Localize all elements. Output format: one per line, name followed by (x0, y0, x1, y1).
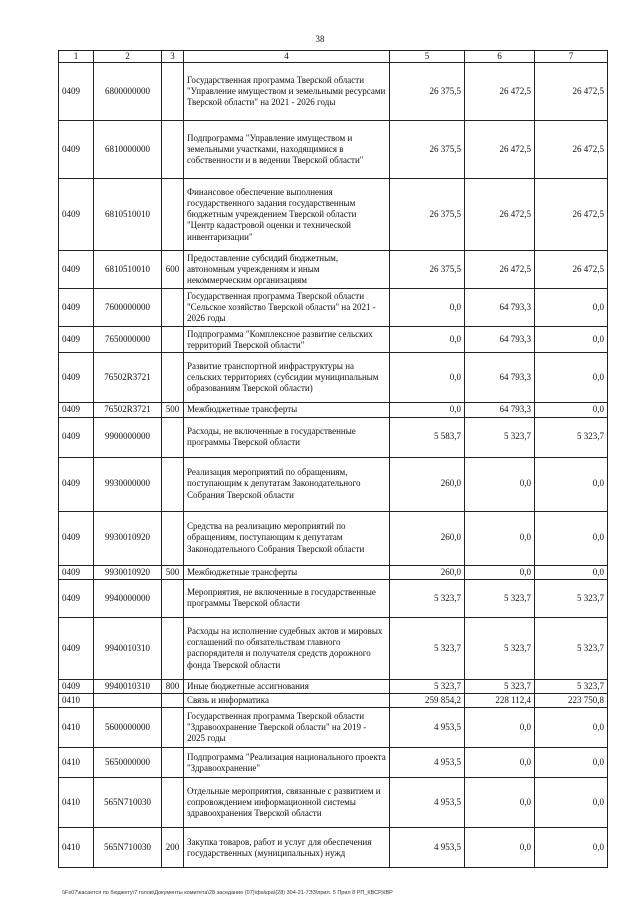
target-article-code: 6810510010 (94, 251, 162, 289)
budget-table (58, 50, 608, 868)
table-row (59, 579, 608, 617)
amount-year-2: 26 472,5 (465, 121, 535, 179)
target-article-code: 76502R3721 (94, 403, 162, 417)
target-article-code: 7650000000 (94, 327, 162, 353)
item-name: Расходы, не включенные в государственные программы Тверской области (184, 417, 390, 457)
amount-year-3: 5 323,7 (535, 617, 608, 679)
item-name: Реализация мероприятий по обращениям, поступающим к депутатам Законодательного Собрания Тверской области (184, 457, 390, 511)
amount-year-1: 260,0 (390, 457, 465, 511)
amount-year-1: 260,0 (390, 511, 465, 565)
section-code: 0409 (59, 417, 94, 457)
amount-year-2: 64 793,3 (465, 289, 535, 327)
amount-year-3: 0,0 (535, 327, 608, 353)
section-code: 0409 (59, 565, 94, 579)
amount-year-3: 5 323,7 (535, 579, 608, 617)
table-row (59, 63, 608, 121)
amount-year-2: 0,0 (465, 778, 535, 828)
amount-year-1: 4 953,5 (390, 828, 465, 868)
item-name: Расходы на исполнение судебных актов и мировых соглашений по обязательствам главного распорядителя и получателя средств дорожного фонда Тверской области (184, 617, 390, 679)
table-row (59, 121, 608, 179)
amount-year-1: 26 375,5 (390, 63, 465, 121)
amount-year-3: 223 750,8 (535, 694, 608, 708)
section-code: 0409 (59, 457, 94, 511)
table-row (59, 251, 608, 289)
table-row (59, 708, 608, 748)
column-header-5: 5 (390, 51, 465, 63)
target-article-code: 9940010310 (94, 679, 162, 693)
item-name: Мероприятия, не включенные в государственные программы Тверской области (184, 579, 390, 617)
column-header-2: 2 (94, 51, 162, 63)
amount-year-2: 26 472,5 (465, 251, 535, 289)
expense-type-code (162, 617, 184, 679)
amount-year-1: 5 323,7 (390, 679, 465, 693)
section-code: 0409 (59, 679, 94, 693)
amount-year-3: 0,0 (535, 457, 608, 511)
table-row (59, 353, 608, 403)
amount-year-2: 5 323,7 (465, 579, 535, 617)
table-row (59, 694, 608, 708)
amount-year-2: 64 793,3 (465, 327, 535, 353)
section-code: 0409 (59, 327, 94, 353)
expense-type-code: 500 (162, 565, 184, 579)
item-name: Государственная программа Тверской области "Здравоохранение Тверской области" на 2019 - 2025 годы (184, 708, 390, 748)
item-name: Иные бюджетные ассигнования (184, 679, 390, 693)
table-header-row (59, 51, 608, 63)
amount-year-1: 5 323,7 (390, 617, 465, 679)
table-row (59, 617, 608, 679)
item-name: Государственная программа Тверской области "Сельское хозяйство Тверской области" на 2021 - 2026 годы (184, 289, 390, 327)
section-code: 0409 (59, 617, 94, 679)
amount-year-3: 26 472,5 (535, 121, 608, 179)
amount-year-3: 5 323,7 (535, 679, 608, 693)
item-name: Связь и информатика (184, 694, 390, 708)
expense-type-code: 600 (162, 251, 184, 289)
amount-year-2: 228 112,4 (465, 694, 535, 708)
target-article-code: 7600000000 (94, 289, 162, 327)
amount-year-2: 0,0 (465, 748, 535, 778)
section-code: 0410 (59, 694, 94, 708)
amount-year-1: 4 953,5 (390, 778, 465, 828)
amount-year-2: 64 793,3 (465, 353, 535, 403)
amount-year-3: 0,0 (535, 565, 608, 579)
section-code: 0409 (59, 251, 94, 289)
column-header-3: 3 (162, 51, 184, 63)
file-path-footer: \\Fs07\касается по бюджету\7 голов\Документы комитета\28 заседание (07)\фа\кра\(28) 304-21-7ЭЗ\прил. 5 Прил 8 РП_КВСР,КВР (62, 890, 393, 896)
expense-type-code (162, 353, 184, 403)
table-body (59, 63, 608, 868)
item-name: Развитие транспортной инфраструктуры на сельских территориях (субсидии муниципальным образованиям Тверской области) (184, 353, 390, 403)
column-header-4: 4 (184, 51, 390, 63)
target-article-code: 9940010310 (94, 617, 162, 679)
amount-year-2: 5 323,7 (465, 617, 535, 679)
amount-year-3: 0,0 (535, 708, 608, 748)
page-number: 38 (315, 34, 325, 44)
section-code: 0409 (59, 353, 94, 403)
item-name: Средства на реализацию мероприятий по обращениям, поступающим к депутатам Законодательного Собрания Тверской области (184, 511, 390, 565)
expense-type-code (162, 457, 184, 511)
section-code: 0410 (59, 708, 94, 748)
item-name: Финансовое обеспечение выполнения государственного задания государственным бюджетным учреждением Тверской области "Центр кадастровой оценки и технической инвентаризации" (184, 179, 390, 251)
section-code: 0410 (59, 828, 94, 868)
item-name: Межбюджетные трансферты (184, 565, 390, 579)
section-code: 0409 (59, 289, 94, 327)
expense-type-code (162, 511, 184, 565)
item-name: Подпрограмма "Реализация национального проекта "Здравоохранение" (184, 748, 390, 778)
expense-type-code (162, 694, 184, 708)
amount-year-1: 4 953,5 (390, 708, 465, 748)
target-article-code: 5600000000 (94, 708, 162, 748)
expense-type-code (162, 778, 184, 828)
section-code: 0410 (59, 748, 94, 778)
section-code: 0409 (59, 63, 94, 121)
target-article-code: 565N710030 (94, 778, 162, 828)
amount-year-2: 0,0 (465, 708, 535, 748)
table-row (59, 565, 608, 579)
amount-year-3: 0,0 (535, 289, 608, 327)
amount-year-1: 5 583,7 (390, 417, 465, 457)
item-name: Предоставление субсидий бюджетным, автономным учреждениям и иным некоммерческим организациям (184, 251, 390, 289)
amount-year-3: 26 472,5 (535, 179, 608, 251)
target-article-code: 9930010920 (94, 565, 162, 579)
amount-year-3: 0,0 (535, 511, 608, 565)
amount-year-1: 0,0 (390, 327, 465, 353)
target-article-code: 6800000000 (94, 63, 162, 121)
section-code: 0409 (59, 579, 94, 617)
table-row (59, 748, 608, 778)
target-article-code: 5650000000 (94, 748, 162, 778)
table-row (59, 289, 608, 327)
table-row (59, 511, 608, 565)
amount-year-2: 5 323,7 (465, 679, 535, 693)
amount-year-1: 0,0 (390, 289, 465, 327)
expense-type-code: 500 (162, 403, 184, 417)
table-row (59, 403, 608, 417)
table-row (59, 457, 608, 511)
expense-type-code: 800 (162, 679, 184, 693)
item-name: Отдельные мероприятия, связанные с развитием и сопровождением информационной системы здравоохранения Тверской области (184, 778, 390, 828)
amount-year-3: 0,0 (535, 353, 608, 403)
expense-type-code (162, 327, 184, 353)
amount-year-3: 26 472,5 (535, 63, 608, 121)
amount-year-2: 64 793,3 (465, 403, 535, 417)
amount-year-3: 26 472,5 (535, 251, 608, 289)
amount-year-1: 5 323,7 (390, 579, 465, 617)
amount-year-2: 5 323,7 (465, 417, 535, 457)
expense-type-code (162, 121, 184, 179)
amount-year-3: 0,0 (535, 403, 608, 417)
amount-year-1: 259 854,2 (390, 694, 465, 708)
item-name: Государственная программа Тверской области "Управление имуществом и земельными ресурсами Тверской области" на 2021 - 2026 годы (184, 63, 390, 121)
expense-type-code (162, 63, 184, 121)
amount-year-2: 0,0 (465, 565, 535, 579)
expense-type-code (162, 417, 184, 457)
amount-year-1: 0,0 (390, 353, 465, 403)
target-article-code: 76502R3721 (94, 353, 162, 403)
target-article-code (94, 694, 162, 708)
amount-year-1: 26 375,5 (390, 121, 465, 179)
item-name: Закупка товаров, работ и услуг для обеспечения государственных (муниципальных) нужд (184, 828, 390, 868)
column-header-7: 7 (535, 51, 608, 63)
amount-year-1: 0,0 (390, 403, 465, 417)
target-article-code: 9940000000 (94, 579, 162, 617)
amount-year-2: 0,0 (465, 457, 535, 511)
item-name: Межбюджетные трансферты (184, 403, 390, 417)
target-article-code: 565N710030 (94, 828, 162, 868)
target-article-code: 6810510010 (94, 179, 162, 251)
amount-year-2: 0,0 (465, 828, 535, 868)
expense-type-code (162, 708, 184, 748)
item-name: Подпрограмма "Управление имуществом и земельными участками, находящимися в собственности и в ведении Тверской области" (184, 121, 390, 179)
section-code: 0409 (59, 121, 94, 179)
expense-type-code (162, 289, 184, 327)
amount-year-3: 5 323,7 (535, 417, 608, 457)
table-row (59, 179, 608, 251)
target-article-code: 9900000000 (94, 417, 162, 457)
item-name: Подпрограмма "Комплексное развитие сельских территорий Тверской области" (184, 327, 390, 353)
table-row (59, 679, 608, 693)
amount-year-1: 26 375,5 (390, 179, 465, 251)
amount-year-1: 26 375,5 (390, 251, 465, 289)
table-row (59, 828, 608, 868)
amount-year-3: 0,0 (535, 828, 608, 868)
expense-type-code (162, 179, 184, 251)
column-header-1: 1 (59, 51, 94, 63)
section-code: 0409 (59, 179, 94, 251)
amount-year-2: 26 472,5 (465, 179, 535, 251)
amount-year-2: 0,0 (465, 511, 535, 565)
section-code: 0409 (59, 403, 94, 417)
section-code: 0410 (59, 778, 94, 828)
target-article-code: 6810000000 (94, 121, 162, 179)
amount-year-1: 260,0 (390, 565, 465, 579)
amount-year-1: 4 953,5 (390, 748, 465, 778)
table-row (59, 417, 608, 457)
expense-type-code: 200 (162, 828, 184, 868)
table-row (59, 327, 608, 353)
target-article-code: 9930000000 (94, 457, 162, 511)
column-header-6: 6 (465, 51, 535, 63)
expense-type-code (162, 748, 184, 778)
table-row (59, 778, 608, 828)
section-code: 0409 (59, 511, 94, 565)
amount-year-3: 0,0 (535, 778, 608, 828)
amount-year-3: 0,0 (535, 748, 608, 778)
target-article-code: 9930010920 (94, 511, 162, 565)
expense-type-code (162, 579, 184, 617)
amount-year-2: 26 472,5 (465, 63, 535, 121)
